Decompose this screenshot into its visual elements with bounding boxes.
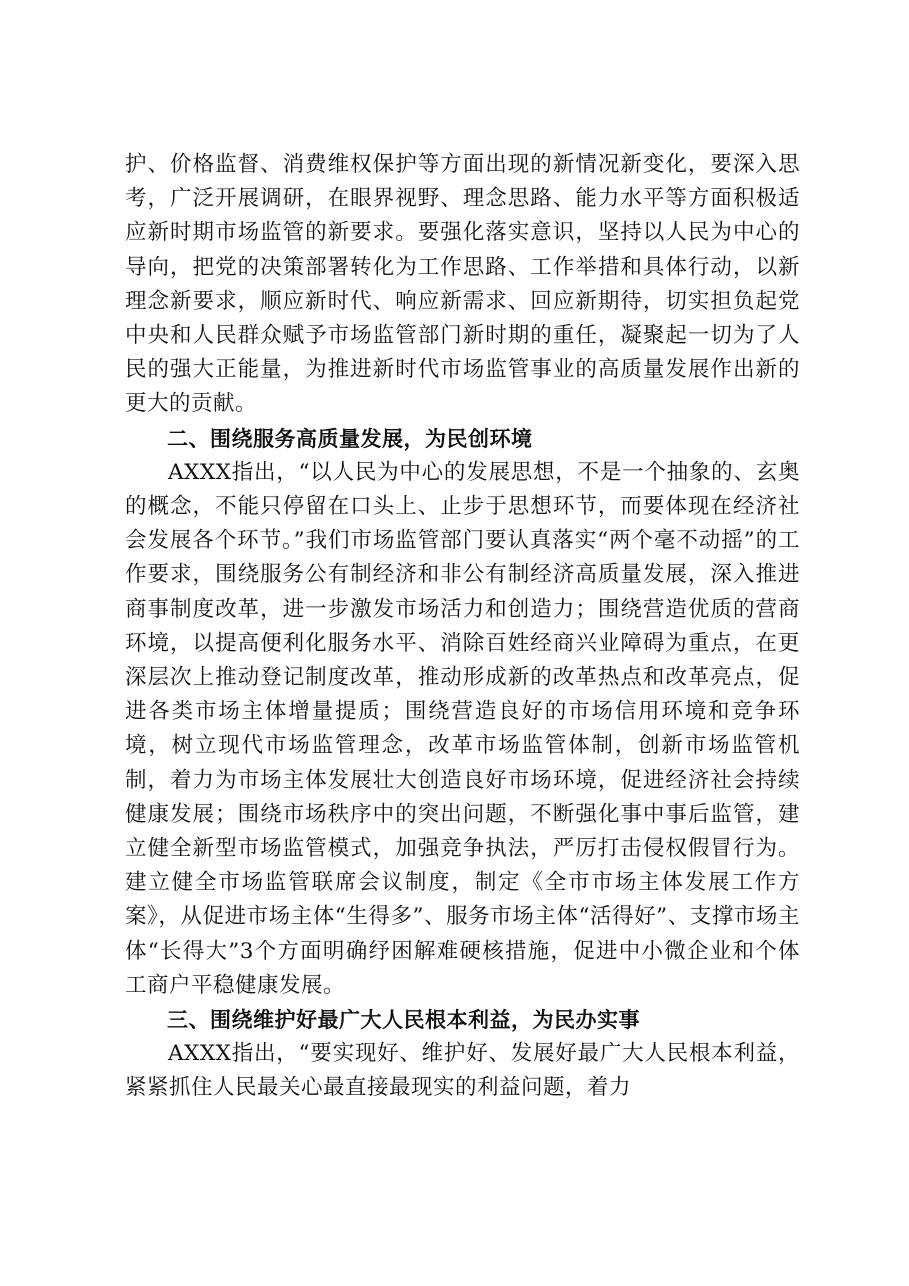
paragraph-section-2: AXXX指出，“以人民为中心的发展思想，不是一个抽象的、玄奥的概念，不能只停留在口头上、止步于思想环节，而要体现在经济社会发展各个环节。”我们市场监管部门要认真落实“两个毫不动摇”的工作要求，围绕服务公有制经济和非公有制经济高质量发展，深入推进商事制度改革，进一步激发市场活力和创造力；围绕营造优质的营商环境，以提高便利化服务水平、消除百姓经商兴业障碍为重点，在更深层次上推动登记制度改革，推动形成新的改革热点和改革亮点，促进各类市场主体增量提质；围绕营造良好的市场信用环境和竞争环境，树立现代市场监管理念，改革市场监管体制，创新市场监管机制，着力为市场主体发展壮大创造良好市场环境，促进经济社会持续健康发展；围绕市场秩序中的突出问题，不断强化事中事后监管，建立健全新型市场监管模式，加强竞争执法，严厉打击侵权假冒行为。建立健全市场监管联席会议制度，制定《全市市场主体发展工作方案》，从促进市场主体“生得多”、服务市场主体“活得好”、支撑市场主体“长得大”3个方面明确纾困解难硬核措施，促进中小微企业和个体工商户平稳健康发展。 — [125, 459, 800, 998]
section-heading-3: 三、围绕维护好最广大人民根本利益，为民办实事 — [167, 1008, 640, 1033]
document-body — [125, 148, 800, 1106]
paragraph-section-3: AXXX指出，“要实现好、维护好、发展好最广大人民根本利益，紧紧抓住人民最关心最直接最现实的利益问题，着力 — [125, 1041, 800, 1101]
section-heading-2: 二、围绕服务高质量发展，为民创环境 — [167, 426, 533, 451]
paragraph-continued: 护、价格监督、消费维权保护等方面出现的新情况新变化，要深入思考，广泛开展调研，在眼界视野、理念思路、能力水平等方面积极适应新时期市场监管的新要求。要强化落实意识，坚持以人民为中心的导向，把党的决策部署转化为工作思路、工作举措和具体行动，以新理念新要求，顺应新时代、响应新需求、回应新期待，切实担负起党中央和人民群众赋予市场监管部门新时期的重任，凝聚起一切为了人民的强大正能量，为推进新时代市场监管事业的高质量发展作出新的更大的贡献。 — [125, 152, 800, 417]
